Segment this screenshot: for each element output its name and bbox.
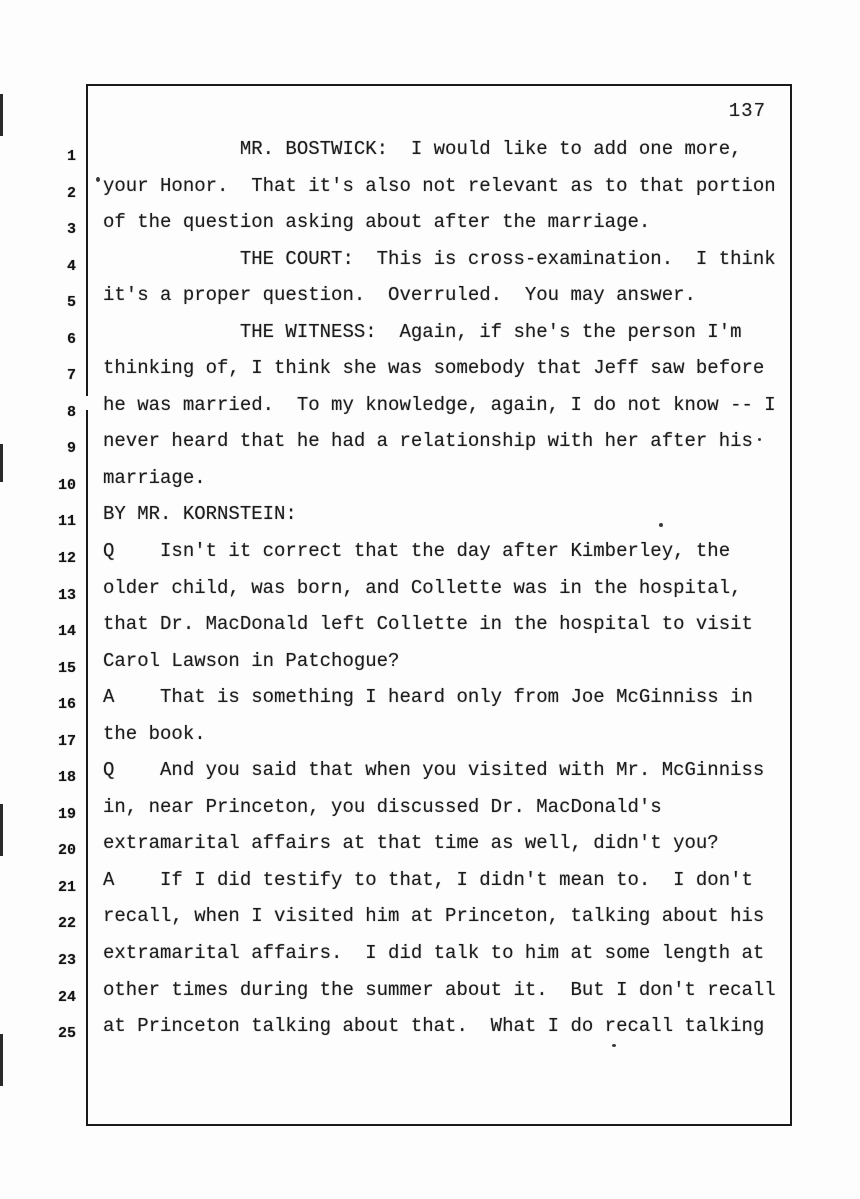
transcript-line: never heard that he had a relationship with her after his — [103, 430, 753, 453]
transcript-line: the book. — [103, 722, 206, 745]
line-number: 10 — [57, 476, 76, 494]
line-number: 19 — [57, 805, 76, 823]
transcript-line: A If I did testify to that, I didn't mean to. I don't — [103, 868, 753, 891]
transcript-line: Q And you said that when you visited with Mr. McGinniss — [103, 759, 765, 782]
transcript-line: he was married. To my knowledge, again, I do not know -- I — [103, 393, 776, 416]
transcript-line: marriage. — [103, 466, 206, 489]
transcript-line: THE COURT: This is cross-examination. I think — [103, 247, 776, 270]
transcript-line: older child, was born, and Collette was in the hospital, — [103, 576, 742, 599]
transcript-line: A That is something I heard only from Joe McGinniss in — [103, 686, 753, 709]
line-number: 16 — [57, 696, 76, 714]
transcript-line: it's a proper question. Overruled. You may answer. — [103, 284, 696, 307]
line-number: 20 — [57, 842, 76, 860]
transcript-text-area — [103, 131, 803, 1045]
line-number: 9 — [66, 440, 76, 458]
transcript-line: extramarital affairs. I did talk to him at some length at — [103, 942, 765, 965]
line-number: 25 — [57, 1025, 76, 1043]
transcript-line: recall, when I visited him at Princeton, talking about his — [103, 905, 765, 928]
line-number: 7 — [66, 367, 76, 385]
line-number: 18 — [57, 769, 76, 787]
transcript-line: other times during the summer about it. But I don't recall — [103, 978, 776, 1001]
transcript-line: BY MR. KORNSTEIN: — [103, 503, 297, 526]
transcript-line: Carol Lawson in Patchogue? — [103, 649, 400, 672]
transcript-line: THE WITNESS: Again, if she's the person I'm — [103, 320, 742, 343]
line-number: 21 — [57, 878, 76, 896]
line-number: 4 — [66, 257, 76, 275]
transcript-line: extramarital affairs at that time as well, didn't you? — [103, 832, 719, 855]
line-number: 23 — [57, 952, 76, 970]
page-number: 137 — [728, 100, 766, 122]
line-number: 2 — [66, 184, 76, 202]
transcript-line: your Honor. That it's also not relevant as to that portion — [103, 174, 776, 197]
transcript-line: of the question asking about after the marriage. — [103, 211, 651, 234]
line-number: 11 — [57, 513, 76, 531]
scan-edge-artifact — [0, 94, 3, 136]
line-number: 1 — [66, 148, 76, 165]
transcript-line: in, near Princeton, you discussed Dr. MacDonald's — [103, 795, 662, 818]
line-number: 24 — [57, 988, 76, 1006]
line-number: 12 — [57, 550, 76, 568]
line-number: 14 — [57, 623, 76, 641]
line-number: 8 — [66, 403, 76, 421]
line-number: 6 — [66, 330, 76, 348]
line-number-gutter — [0, 139, 76, 1053]
line-number: 13 — [57, 586, 76, 604]
line-number: 15 — [57, 659, 76, 677]
line-number: 17 — [57, 732, 76, 750]
line-number: 3 — [66, 221, 76, 239]
transcript-line: that Dr. MacDonald left Collette in the hospital to visit — [103, 613, 753, 636]
transcript-line: MR. BOSTWICK: I would like to add one more, — [103, 138, 742, 160]
transcript-line: Q Isn't it correct that the day after Kimberley, the — [103, 540, 731, 563]
line-number: 22 — [57, 915, 76, 933]
transcript-line: thinking of, I think she was somebody that Jeff saw before — [103, 357, 765, 380]
transcript-line: at Princeton talking about that. What I do recall talking — [103, 1015, 765, 1038]
line-number: 5 — [66, 294, 76, 312]
